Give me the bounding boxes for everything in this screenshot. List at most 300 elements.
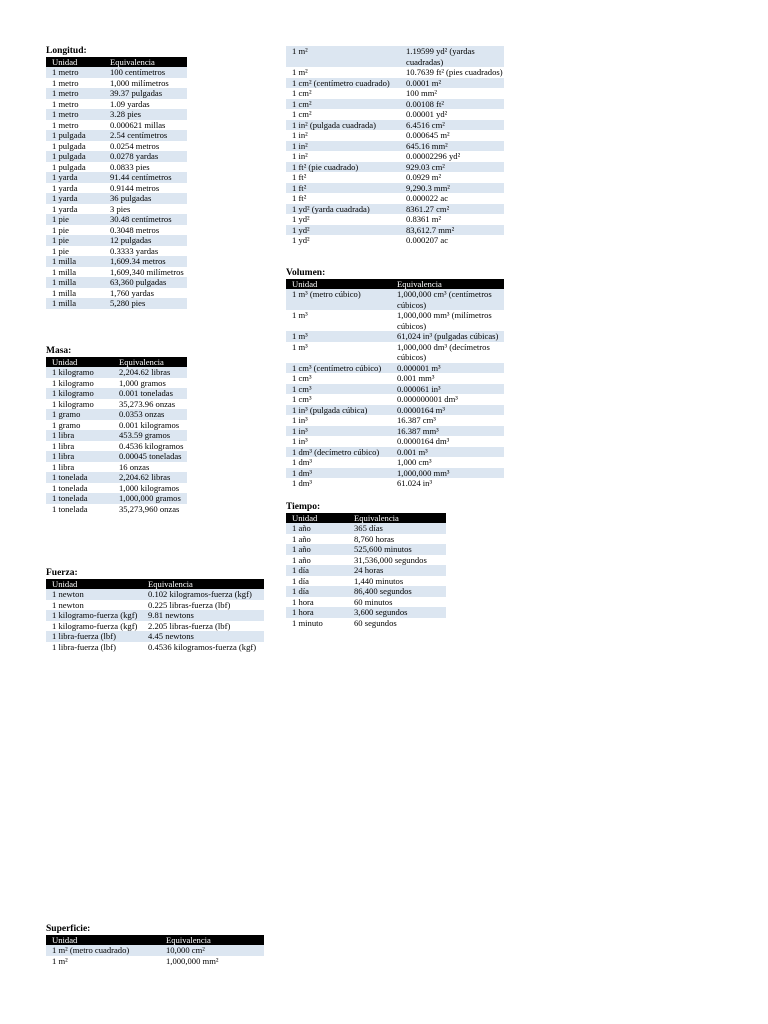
table-row <box>46 483 187 494</box>
unit-cell: 1 cm² <box>286 99 400 110</box>
equivalence-cell: 645.16 mm² <box>400 141 504 152</box>
table-row <box>46 441 187 452</box>
unit-cell: 1 gramo <box>46 409 113 420</box>
table-row <box>46 388 187 399</box>
table-row <box>286 67 504 78</box>
unit-cell: 1 año <box>286 523 348 534</box>
unit-cell: 1 ft² <box>286 193 400 204</box>
unit-cell: 1 in² (pulgada cuadrada) <box>286 120 400 131</box>
section-title: Volumen: <box>286 268 326 278</box>
unit-cell: 1 dm³ (decímetro cúbico) <box>286 447 391 458</box>
unit-cell: 1 libra <box>46 451 113 462</box>
table-header <box>46 57 187 67</box>
unit-cell: 1 in³ <box>286 415 391 426</box>
equivalence-cell: 1,760 yardas <box>104 288 187 299</box>
unit-cell: 1 kilogramo <box>46 388 113 399</box>
table-row <box>46 141 187 152</box>
header-equivalence: Equivalencia <box>160 935 264 945</box>
unit-cell: 1 pie <box>46 246 104 257</box>
unit-cell: 1 pulgada <box>46 130 104 141</box>
equivalence-cell: 16.387 mm³ <box>391 426 504 437</box>
unit-cell: 1 milla <box>46 288 104 299</box>
table-row <box>46 430 187 441</box>
table-row <box>46 256 187 267</box>
conversion-table <box>46 357 187 514</box>
unit-cell: 1 gramo <box>46 420 113 431</box>
table-row <box>286 468 504 479</box>
equivalence-cell: 1,000,000 mm³ <box>391 468 504 479</box>
unit-cell: 1 metro <box>46 88 104 99</box>
equivalence-cell: 16.387 cm³ <box>391 415 504 426</box>
unit-cell: 1 hora <box>286 607 348 618</box>
equivalence-cell: 35,273.96 onzas <box>113 399 187 410</box>
unit-cell: 1 kilogramo <box>46 378 113 389</box>
equivalence-cell: 0.000207 ac <box>400 235 504 246</box>
unit-cell: 1 metro <box>46 67 104 78</box>
equivalence-cell: 1,000 milímetros <box>104 78 187 89</box>
equivalence-cell: 100 mm² <box>400 88 504 99</box>
table-row <box>46 493 187 504</box>
equivalence-cell: 83,612.7 mm² <box>400 225 504 236</box>
unit-cell: 1 dm³ <box>286 468 391 479</box>
equivalence-cell: 60 segundos <box>348 618 446 629</box>
equivalence-cell: 0.102 kilogramos-fuerza (kgf) <box>142 589 264 600</box>
section-title: Fuerza: <box>46 568 78 578</box>
equivalence-cell: 0.0000164 m³ <box>391 405 504 416</box>
equivalence-cell: 2,204.62 libras <box>113 472 187 483</box>
header-equivalence: Equivalencia <box>113 357 187 367</box>
unit-cell: 1 m² <box>286 46 400 67</box>
equivalence-cell: 5,280 pies <box>104 298 187 309</box>
equivalence-cell: 0.00002296 yd² <box>400 151 504 162</box>
unit-cell: 1 tonelada <box>46 493 113 504</box>
header-unit: Unidad <box>46 57 104 67</box>
equivalence-cell: 0.9144 metros <box>104 183 187 194</box>
table-header <box>46 579 264 589</box>
table-row <box>46 298 187 309</box>
equivalence-cell: 929.03 cm² <box>400 162 504 173</box>
unit-cell: 1 dm³ <box>286 478 391 489</box>
table-row <box>286 342 504 363</box>
table-header <box>46 935 264 945</box>
equivalence-cell: 0.0278 yardas <box>104 151 187 162</box>
equivalence-cell: 4.45 newtons <box>142 631 264 642</box>
equivalence-cell: 61,024 in³ (pulgadas cúbicas) <box>391 331 504 342</box>
section-longitud <box>46 46 187 309</box>
unit-cell: 1 cm³ <box>286 373 391 384</box>
table-row <box>46 288 187 299</box>
equivalence-cell: 61.024 in³ <box>391 478 504 489</box>
equivalence-cell: 525,600 minutos <box>348 544 446 555</box>
unit-cell: 1 año <box>286 555 348 566</box>
equivalence-cell: 1,000,000 dm³ (decímetros cúbicos) <box>391 342 504 363</box>
table-row <box>46 956 264 967</box>
equivalence-cell: 0.00001 yd² <box>400 109 504 120</box>
header-equivalence: Equivalencia <box>104 57 187 67</box>
unit-cell: 1 ft² (pie cuadrado) <box>286 162 400 173</box>
table-row <box>46 235 187 246</box>
table-row <box>46 642 264 653</box>
table-row <box>286 534 446 545</box>
conversion-table <box>46 57 187 309</box>
table-row <box>46 378 187 389</box>
table-row <box>46 246 187 257</box>
unit-cell: 1 cm³ <box>286 384 391 395</box>
unit-cell: 1 año <box>286 534 348 545</box>
unit-cell: 1 milla <box>46 298 104 309</box>
equivalence-cell: 0.000621 millas <box>104 120 187 131</box>
table-row <box>46 451 187 462</box>
unit-cell: 1 yarda <box>46 183 104 194</box>
unit-cell: 1 yarda <box>46 204 104 215</box>
table-row <box>46 277 187 288</box>
unit-cell: 1 m³ <box>286 331 391 342</box>
section-volumen <box>286 268 504 489</box>
table-row <box>46 225 187 236</box>
table-row <box>46 367 187 378</box>
table-row <box>286 172 504 183</box>
unit-cell: 1 pie <box>46 214 104 225</box>
unit-cell: 1 dm³ <box>286 457 391 468</box>
equivalence-cell: 0.001 kilogramos <box>113 420 187 431</box>
unit-cell: 1 in³ <box>286 436 391 447</box>
unit-cell: 1 ft² <box>286 183 400 194</box>
equivalence-cell: 1.19599 yd² (yardas cuadradas) <box>400 46 504 67</box>
table-row <box>286 141 504 152</box>
equivalence-cell: 6.4516 cm² <box>400 120 504 131</box>
header-unit: Unidad <box>46 357 113 367</box>
section-title: Longitud: <box>46 46 87 56</box>
equivalence-cell: 30.48 centímetros <box>104 214 187 225</box>
equivalence-cell: 24 horas <box>348 565 446 576</box>
unit-cell: 1 cm² <box>286 88 400 99</box>
table-row <box>286 576 446 587</box>
equivalence-cell: 2.205 libras-fuerza (lbf) <box>142 621 264 632</box>
equivalence-cell: 36 pulgadas <box>104 193 187 204</box>
conversion-table <box>286 279 504 489</box>
equivalence-cell: 0.0001 m² <box>400 78 504 89</box>
equivalence-cell: 8,760 horas <box>348 534 446 545</box>
table-row <box>46 409 187 420</box>
equivalence-cell: 0.000061 in³ <box>391 384 504 395</box>
unit-cell: 1 tonelada <box>46 504 113 515</box>
table-row <box>286 88 504 99</box>
equivalence-cell: 0.0929 m² <box>400 172 504 183</box>
equivalence-cell: 91.44 centímetros <box>104 172 187 183</box>
unit-cell: 1 ft² <box>286 172 400 183</box>
equivalence-cell: 35,273,960 onzas <box>113 504 187 515</box>
table-row <box>46 589 264 600</box>
equivalence-cell: 0.001 toneladas <box>113 388 187 399</box>
table-row <box>46 67 187 78</box>
table-row <box>286 478 504 489</box>
equivalence-cell: 1,000,000 gramos <box>113 493 187 504</box>
equivalence-cell: 60 minutos <box>348 597 446 608</box>
unit-cell: 1 in³ (pulgada cúbica) <box>286 405 391 416</box>
unit-cell: 1 cm³ <box>286 394 391 405</box>
unit-cell: 1 libra-fuerza (lbf) <box>46 631 142 642</box>
table-row <box>286 597 446 608</box>
conversion-table <box>286 513 446 628</box>
table-row <box>46 472 187 483</box>
table-row <box>286 544 446 555</box>
unit-cell: 1 newton <box>46 589 142 600</box>
table-row <box>286 405 504 416</box>
table-row <box>46 109 187 120</box>
section-title: Masa: <box>46 346 72 356</box>
unit-cell: 1 día <box>286 576 348 587</box>
equivalence-cell: 1,000,000 mm² <box>160 956 264 967</box>
table-row <box>286 394 504 405</box>
equivalence-cell: 16 onzas <box>113 462 187 473</box>
equivalence-cell: 1,000 cm³ <box>391 457 504 468</box>
equivalence-cell: 0.001 m³ <box>391 447 504 458</box>
table-row <box>286 120 504 131</box>
unit-cell: 1 m³ <box>286 342 391 363</box>
unit-cell: 1 hora <box>286 597 348 608</box>
table-row <box>46 130 187 141</box>
unit-cell: 1 cm² (centímetro cuadrado) <box>286 78 400 89</box>
equivalence-cell: 9,290.3 mm² <box>400 183 504 194</box>
table-row <box>286 183 504 194</box>
equivalence-cell: 0.8361 m² <box>400 214 504 225</box>
unit-cell: 1 m³ <box>286 310 391 331</box>
section-superficie-continued <box>286 46 504 246</box>
table-row <box>286 289 504 310</box>
unit-cell: 1 in² <box>286 130 400 141</box>
table-row <box>286 586 446 597</box>
table-row <box>46 162 187 173</box>
unit-cell: 1 yarda <box>46 193 104 204</box>
equivalence-cell: 3 pies <box>104 204 187 215</box>
equivalence-cell: 0.3048 metros <box>104 225 187 236</box>
equivalence-cell: 1,000 gramos <box>113 378 187 389</box>
table-row <box>46 214 187 225</box>
table-row <box>286 436 504 447</box>
unit-cell: 1 milla <box>46 256 104 267</box>
equivalence-cell: 10.7639 ft² (pies cuadrados) <box>400 67 504 78</box>
equivalence-cell: 0.000645 m² <box>400 130 504 141</box>
unit-cell: 1 minuto <box>286 618 348 629</box>
section-title: Tiempo: <box>286 502 321 512</box>
unit-cell: 1 in² <box>286 141 400 152</box>
equivalence-cell: 0.4536 kilogramos-fuerza (kgf) <box>142 642 264 653</box>
equivalence-cell: 453.59 gramos <box>113 430 187 441</box>
equivalence-cell: 100 centímetros <box>104 67 187 78</box>
table-row <box>46 399 187 410</box>
unit-cell: 1 milla <box>46 277 104 288</box>
table-header <box>286 513 446 523</box>
table-row <box>46 945 264 956</box>
table-row <box>46 99 187 110</box>
equivalence-cell: 0.000001 m³ <box>391 363 504 374</box>
unit-cell: 1 tonelada <box>46 472 113 483</box>
equivalence-cell: 1.09 yardas <box>104 99 187 110</box>
unit-cell: 1 cm² <box>286 109 400 120</box>
section-tiempo <box>286 502 446 628</box>
unit-cell: 1 m² (metro cuadrado) <box>46 945 160 956</box>
table-row <box>286 130 504 141</box>
header-equivalence: Equivalencia <box>348 513 446 523</box>
equivalence-cell: 0.0000164 dm³ <box>391 436 504 447</box>
equivalence-cell: 31,536,000 segundos <box>348 555 446 566</box>
unit-cell: 1 m³ (metro cúbico) <box>286 289 391 310</box>
table-row <box>286 565 446 576</box>
unit-cell: 1 m² <box>46 956 160 967</box>
table-row <box>286 331 504 342</box>
table-row <box>46 183 187 194</box>
equivalence-cell: 0.0833 pies <box>104 162 187 173</box>
table-row <box>286 310 504 331</box>
unit-cell: 1 in² <box>286 151 400 162</box>
equivalence-cell: 0.0254 metros <box>104 141 187 152</box>
unit-cell: 1 pie <box>46 235 104 246</box>
equivalence-cell: 0.00108 ft² <box>400 99 504 110</box>
table-row <box>286 523 446 534</box>
table-row <box>286 225 504 236</box>
section-superficie <box>46 924 264 966</box>
equivalence-cell: 8361.27 cm² <box>400 204 504 215</box>
table-row <box>286 618 446 629</box>
unit-cell: 1 libra-fuerza (lbf) <box>46 642 142 653</box>
unit-cell: 1 libra <box>46 441 113 452</box>
table-row <box>286 109 504 120</box>
table-row <box>286 373 504 384</box>
table-row <box>286 235 504 246</box>
unit-cell: 1 día <box>286 565 348 576</box>
unit-cell: 1 kilogramo-fuerza (kgf) <box>46 621 142 632</box>
table-row <box>286 151 504 162</box>
section-masa <box>46 346 187 514</box>
table-row <box>46 267 187 278</box>
unit-cell: 1 yd² <box>286 225 400 236</box>
table-row <box>286 78 504 89</box>
unit-cell: 1 metro <box>46 109 104 120</box>
unit-cell: 1 pie <box>46 225 104 236</box>
table-row <box>46 88 187 99</box>
table-row <box>46 462 187 473</box>
equivalence-cell: 1,609.34 metros <box>104 256 187 267</box>
unit-cell: 1 newton <box>46 600 142 611</box>
table-row <box>46 193 187 204</box>
unit-cell: 1 metro <box>46 78 104 89</box>
table-row <box>286 99 504 110</box>
unit-cell: 1 pulgada <box>46 151 104 162</box>
unit-cell: 1 yarda <box>46 172 104 183</box>
equivalence-cell: 3,600 segundos <box>348 607 446 618</box>
equivalence-cell: 0.225 libras-fuerza (lbf) <box>142 600 264 611</box>
unit-cell: 1 libra <box>46 430 113 441</box>
table-row <box>46 504 187 515</box>
equivalence-cell: 0.000022 ac <box>400 193 504 204</box>
equivalence-cell: 0.4536 kilogramos <box>113 441 187 452</box>
table-row <box>46 172 187 183</box>
conversion-table <box>46 935 264 966</box>
header-equivalence: Equivalencia <box>391 279 504 289</box>
table-header <box>286 279 504 289</box>
equivalence-cell: 1,440 minutos <box>348 576 446 587</box>
equivalence-cell: 12 pulgadas <box>104 235 187 246</box>
equivalence-cell: 1,609,340 milímetros <box>104 267 187 278</box>
unit-cell: 1 libra <box>46 462 113 473</box>
section-fuerza <box>46 568 264 652</box>
header-unit: Unidad <box>286 279 391 289</box>
header-equivalence: Equivalencia <box>142 579 264 589</box>
table-row <box>286 204 504 215</box>
unit-cell: 1 metro <box>46 120 104 131</box>
table-row <box>286 555 446 566</box>
table-row <box>286 363 504 374</box>
equivalence-cell: 0.001 mm³ <box>391 373 504 384</box>
equivalence-cell: 3.28 pies <box>104 109 187 120</box>
unit-cell: 1 yd² (yarda cuadrada) <box>286 204 400 215</box>
equivalence-cell: 1,000,000 cm³ (centímetros cúbicos) <box>391 289 504 310</box>
table-header <box>46 357 187 367</box>
unit-cell: 1 tonelada <box>46 483 113 494</box>
unit-cell: 1 kilogramo <box>46 399 113 410</box>
table-row <box>286 162 504 173</box>
equivalence-cell: 1,000,000 mm³ (milímetros cúbicos) <box>391 310 504 331</box>
equivalence-cell: 86,400 segundos <box>348 586 446 597</box>
header-unit: Unidad <box>46 935 160 945</box>
section-title: Superficie: <box>46 924 91 934</box>
unit-cell: 1 milla <box>46 267 104 278</box>
table-row <box>46 204 187 215</box>
table-row <box>286 457 504 468</box>
unit-cell: 1 yd² <box>286 214 400 225</box>
header-unit: Unidad <box>46 579 142 589</box>
equivalence-cell: 9.81 newtons <box>142 610 264 621</box>
equivalence-cell: 0.0353 onzas <box>113 409 187 420</box>
equivalence-cell: 2.54 centímetros <box>104 130 187 141</box>
conversion-table <box>46 579 264 652</box>
table-row <box>286 607 446 618</box>
unit-cell: 1 día <box>286 586 348 597</box>
table-row <box>46 610 264 621</box>
unit-cell: 1 kilogramo <box>46 367 113 378</box>
table-row <box>286 193 504 204</box>
equivalence-cell: 0.00045 toneladas <box>113 451 187 462</box>
table-row <box>286 214 504 225</box>
unit-cell: 1 pulgada <box>46 141 104 152</box>
table-row <box>46 631 264 642</box>
unit-cell: 1 yd² <box>286 235 400 246</box>
unit-cell: 1 cm³ (centímetro cúbico) <box>286 363 391 374</box>
table-row <box>286 447 504 458</box>
unit-cell: 1 pulgada <box>46 162 104 173</box>
table-row <box>46 600 264 611</box>
equivalence-cell: 39.37 pulgadas <box>104 88 187 99</box>
table-row <box>286 415 504 426</box>
table-row <box>46 78 187 89</box>
table-row <box>46 120 187 131</box>
conversion-table <box>286 46 504 246</box>
equivalence-cell: 63,360 pulgadas <box>104 277 187 288</box>
table-row <box>286 46 504 67</box>
unit-cell: 1 metro <box>46 99 104 110</box>
table-row <box>46 420 187 431</box>
unit-cell: 1 in³ <box>286 426 391 437</box>
table-row <box>46 621 264 632</box>
table-row <box>286 426 504 437</box>
table-row <box>286 384 504 395</box>
table-row <box>46 151 187 162</box>
unit-cell: 1 kilogramo-fuerza (kgf) <box>46 610 142 621</box>
equivalence-cell: 365 días <box>348 523 446 534</box>
unit-cell: 1 año <box>286 544 348 555</box>
equivalence-cell: 1,000 kilogramos <box>113 483 187 494</box>
header-unit: Unidad <box>286 513 348 523</box>
